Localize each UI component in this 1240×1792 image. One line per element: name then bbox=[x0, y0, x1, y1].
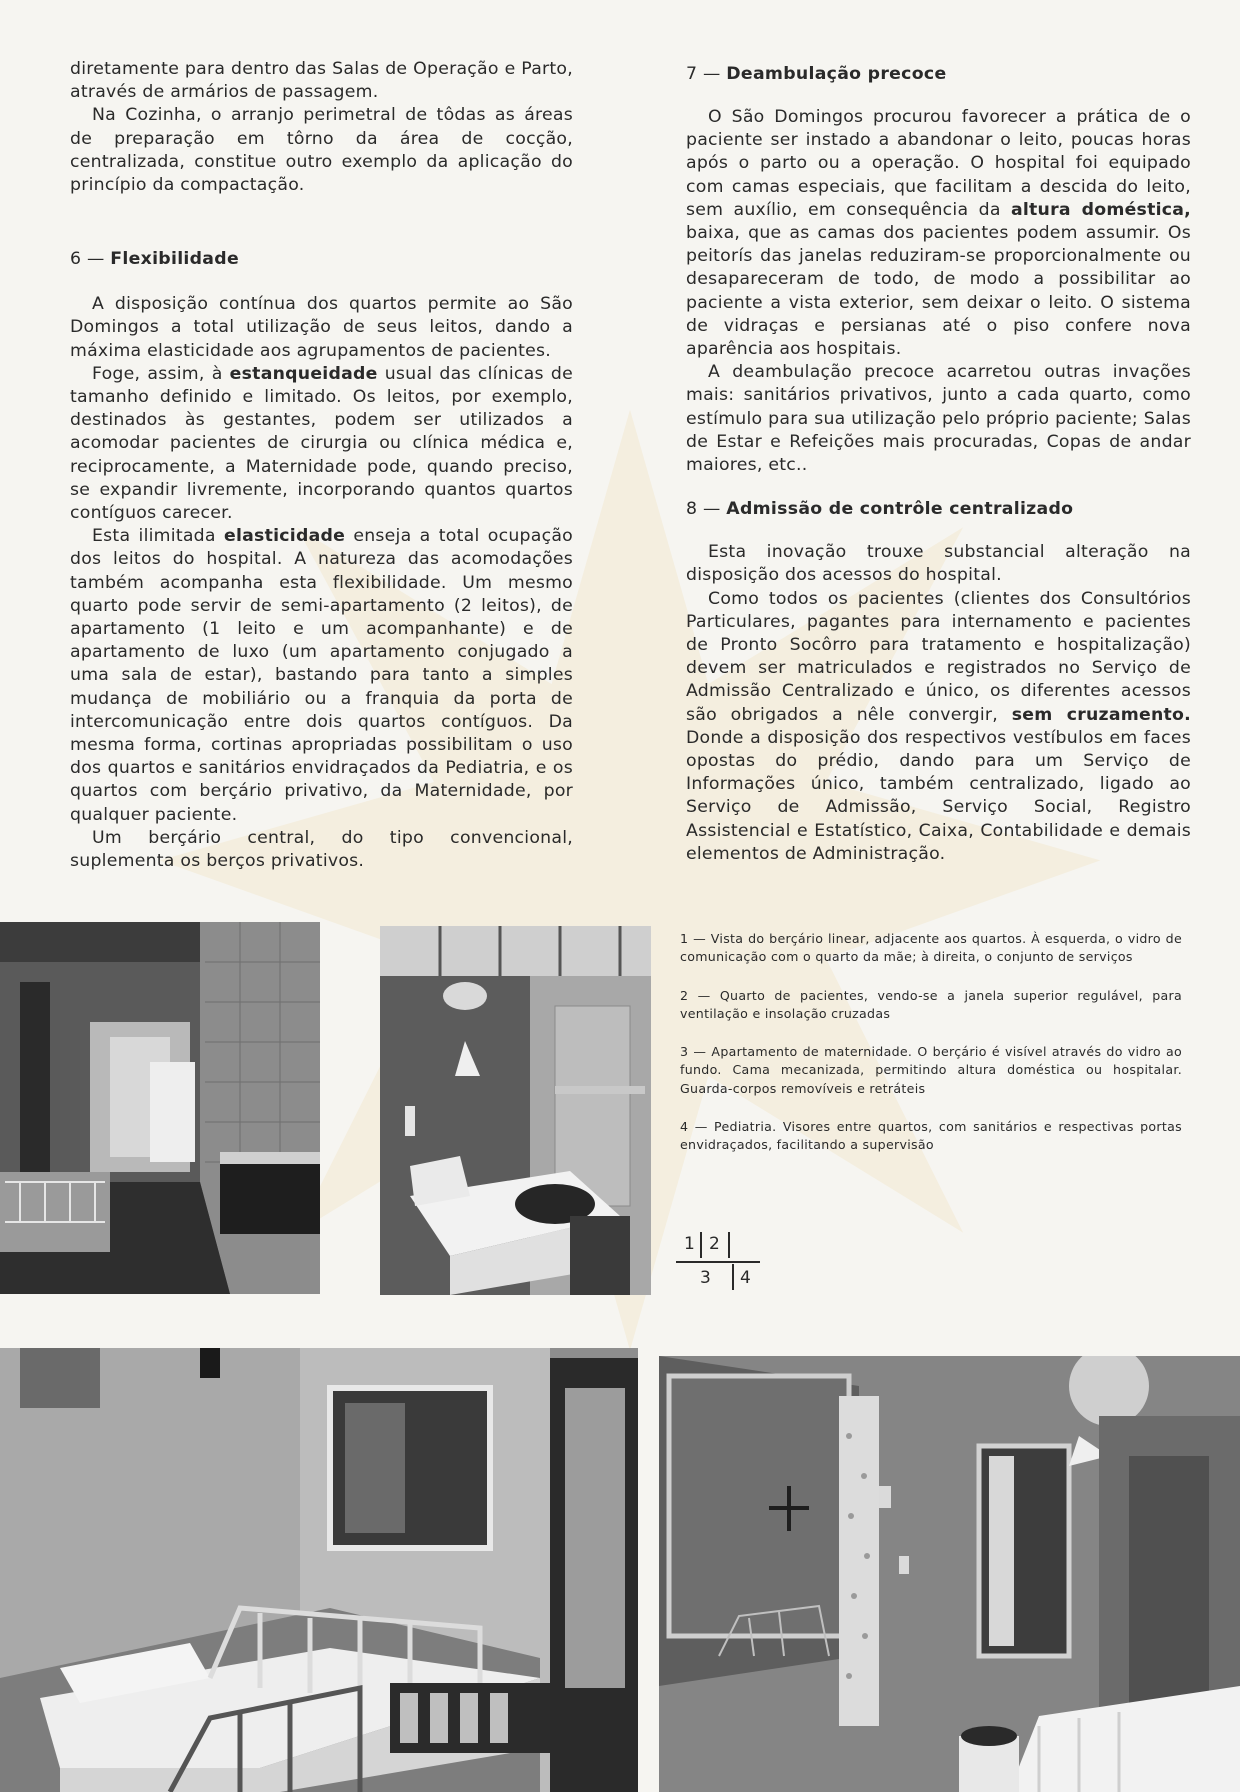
paragraph bbox=[686, 106, 1191, 361]
left-column bbox=[70, 58, 573, 873]
key-number-3: 3 bbox=[700, 1268, 711, 1288]
section-number: 8 — bbox=[686, 499, 721, 520]
caption-3: 3 — Apartamento de maternidade. O berçário é visível através do vidro ao fundo. Cama mecanizada, permitindo altura doméstica ou hospitalar. Guarda-corpos removíveis e retráteis bbox=[680, 1044, 1182, 1096]
paragraph: diretamente para dentro das Salas de Operação e Parto, através de armários de passagem. bbox=[70, 59, 573, 103]
paragraph: Um berçário central, do tipo convencional, suplementa os berços privativos. bbox=[70, 827, 573, 872]
section-title: Admissão de contrôle centralizado bbox=[726, 499, 1074, 520]
photo-nursery bbox=[0, 922, 320, 1294]
text-run: enseja a total ocupação dos leitos do hospital. A natureza das acomodações também acompanha esta flexibilidade. Um mesmo quarto pode servir de semi-apartamento (2 leitos), de apartamento (1 leito e um acompanhante) e de apartamento de luxo (um apartamento conjugado a uma sala de estar), bastando para tanto a simples mudança de mobiliário ou a franquia da porta de intercomunicação entre dois quartos contíguos. Da mesma forma, cortinas apropriadas possibilitam o uso dos quartos e sanitários envidraçados da Pediatria, e os quartos com berçário privativo, da Maternidade, por qualquer paciente. bbox=[70, 526, 574, 825]
paragraph: Esta inovação trouxe substancial alteração na disposição dos acessos do hospital. bbox=[686, 542, 1191, 586]
paragraph: A deambulação precoce acarretou outras invações mais: sanitários privativos, junto a cada quarto, como estímulo para sua utilização pelo próprio paciente; Salas de Estar e Refeições mais procuradas, Copas de andar maiores, etc.. bbox=[686, 362, 1191, 476]
photo-pediatrics bbox=[659, 1356, 1240, 1792]
key-number-2: 2 bbox=[709, 1234, 720, 1254]
key-divider bbox=[728, 1232, 730, 1258]
text-run: usual das clínicas de tamanho definido e limitado. Os leitos, por exemplo, destinados às gestantes, podem ser utilizados a acomodar pacientes de cirurgia ou clínica médica e, reciprocamente, a Maternidade pode, quando preciso, se expandir livremente, incorporando quantos quartos contíguos carecer. bbox=[70, 363, 573, 524]
caption-4: 4 — Pediatria. Visores entre quartos, com sanitários e respectivas portas envidraçados, facilitando a supervisão bbox=[680, 1119, 1182, 1153]
paragraph bbox=[70, 525, 573, 827]
section-number: 6 — bbox=[70, 249, 105, 270]
text-run: Donde a disposição dos respectivos vestíbulos em faces opostas do prédio, dando para um Serviço de Informações único, também centralizado, ligado ao Serviço de Admissão, Serviço Social, Registro Assistencial e Estatístico, Caixa, Contabilidade e demais elementos de Administração. bbox=[686, 727, 1191, 864]
key-number-1: 1 bbox=[684, 1234, 695, 1254]
text-run: baixa, que as camas dos pacientes podem assumir. Os peitorís das janelas reduziram-se proporcionalmente ou desapareceram de todo, de modo a possibilitar ao paciente a vista exterior, sem deixar o leito. O sistema de vidraças e persianas até o piso confere nova aparência aos hospitais. bbox=[686, 223, 1191, 360]
section-7-heading bbox=[686, 62, 1191, 86]
paragraph: A disposição contínua dos quartos permite ao São Domingos a total utilização de seus leitos, dando a máxima elasticidade aos agrupamentos de pacientes. bbox=[70, 294, 573, 361]
caption-2: 2 — Quarto de pacientes, vendo-se a janela superior regulável, para ventilação e insolação cruzadas bbox=[680, 987, 1182, 1021]
caption-1: 1 — Vista do berçário linear, adjacente aos quartos. À esquerda, o vidro de comunicação com o quarto da mãe; à direita, o conjunto de serviços bbox=[680, 931, 1182, 965]
text-run: O São Domingos procurou favorecer a prática de o paciente ser instado a abandonar o leito, poucas horas após o parto ou a operação. O hospital foi equipado com camas especiais, que facilitam a descida do leito, sem auxílio, em consequência da bbox=[686, 107, 1191, 220]
section-number: 7 — bbox=[686, 64, 721, 84]
paragraph bbox=[70, 363, 573, 525]
text-run: Foge, assim, à bbox=[92, 363, 223, 384]
emphasis: elasticidade bbox=[224, 526, 346, 547]
section-title: Flexibilidade bbox=[110, 249, 239, 270]
photo-patient-room bbox=[380, 926, 651, 1295]
section-title: Deambulação precoce bbox=[726, 64, 947, 84]
section-8-heading bbox=[686, 497, 1191, 521]
emphasis: altura doméstica, bbox=[1010, 199, 1191, 220]
photo-captions bbox=[680, 930, 1182, 1175]
paragraph bbox=[686, 588, 1191, 866]
text-run: Como todos os pacientes (clientes dos Consultórios Particulares, pagantes para internamento e pacientes de Pronto Socôrro para tratamento e hospitalização) devem ser matriculados e registrados no Serviço de Admissão Centralizado e único, os diferentes acessos são obrigados a nêle convergir, bbox=[686, 588, 1191, 725]
paragraph: Na Cozinha, o arranjo perimetral de tôdas as áreas de preparação em tôrno da área de cocção, centralizada, constitue outro exemplo da aplicação do princípio da compactação. bbox=[70, 105, 573, 196]
key-number-4: 4 bbox=[740, 1268, 751, 1288]
photo-maternity-apartment bbox=[0, 1348, 638, 1792]
key-divider bbox=[732, 1264, 734, 1290]
text-run: Esta ilimitada bbox=[92, 526, 216, 547]
emphasis: estanqueidade bbox=[229, 363, 378, 384]
right-column bbox=[686, 62, 1191, 866]
photo-layout-key bbox=[676, 1228, 766, 1294]
emphasis: sem cruzamento. bbox=[1011, 704, 1191, 725]
key-divider bbox=[700, 1232, 702, 1258]
key-divider bbox=[676, 1261, 760, 1263]
section-6-heading bbox=[70, 247, 573, 271]
